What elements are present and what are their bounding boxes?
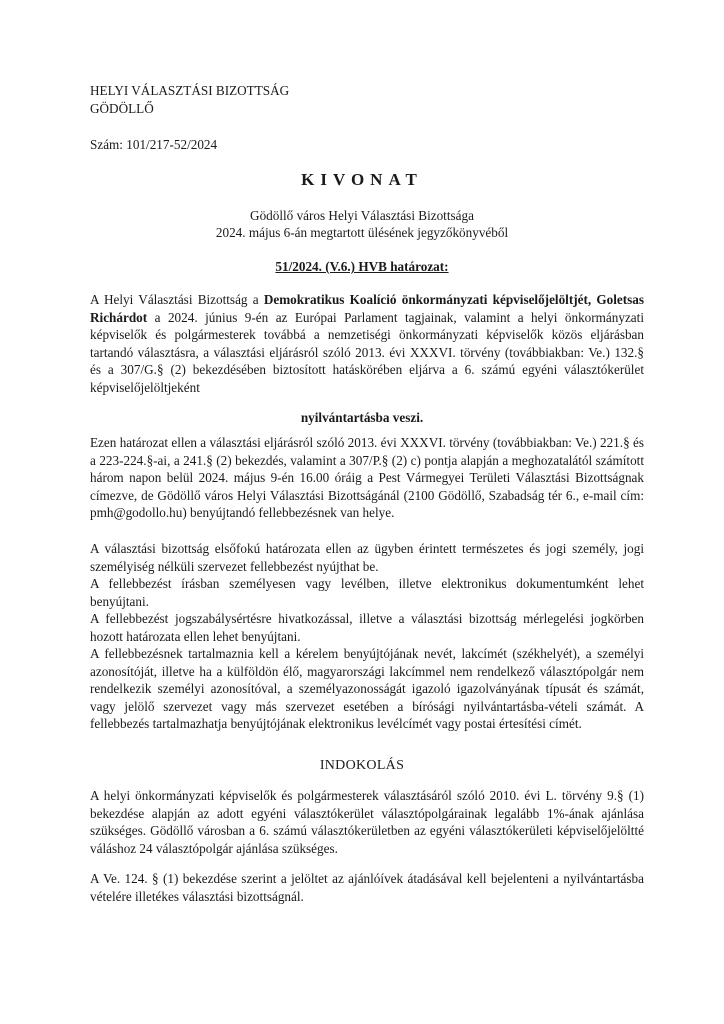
appeal-paragraph-2: A választási bizottság elsőfokú határozata ellen az ügyben érintett természetes és jogi személy, jogi személyiség nélküli szervezet fellebbezést nyújthat be.	[90, 541, 644, 574]
subtitle-line-2: 2024. május 6-án megtartott ülésének jegyzőkönyvéből	[215, 225, 509, 240]
appeal-paragraph-4: A fellebbezést jogszabálysértésre hivatkozással, illetve a választási bizottság mérlegelési jogkörben hozott határozata ellen lehet benyújtani.	[90, 611, 644, 644]
reasoning-paragraph-1: A helyi önkormányzati képviselők és polgármesterek választásáról szóló 2010. évi L. törvény 9.§ (1) bekezdése alapján az adott egyéni választókerület választópolgárainak legalább 1%-ának ajánlása szükséges. Gödöllő városban a 6. számú választókerületben az egyéni választókerületi képviselőjelöltté váláshoz 24 választópolgár ajánlása szükséges.	[90, 788, 644, 856]
town-name: GÖDÖLLŐ	[90, 101, 154, 116]
document-title: KIVONAT	[301, 170, 423, 189]
intro-candidate: Demokratikus Koalíció önkormányzati képviselőjelöltjét, Goletsas Richárdot	[90, 292, 645, 325]
reasoning-paragraph-2: A Ve. 124. § (1) bekezdése szerint a jelöltet az ajánlóívek átadásával kell bejelenteni a nyilvántartásba vételére illetékes választási bizottságnál.	[90, 871, 644, 904]
appeal-paragraph-5: A fellebbezésnek tartalmaznia kell a kérelem benyújtójának nevét, lakcímét (székhelyét), a személyi azonosítóját, illetve ha a külföldön élő, magyarországi lakcímmel nem rendelkező választópolgár nem rendelkezik személyi azonosítóval, a személyazonosságát igazoló igazolványának típusát és számát, vagy jelölő szervezet vagy más szervezet esetében a bírósági nyilvántartásba-vételi számát. A fellebbezés tartalmazhatja benyújtójának elektronikus levélcímét vagy postai értesítési címét.	[90, 646, 644, 732]
committee-name: HELYI VÁLASZTÁSI BIZOTTSÁG	[90, 83, 290, 98]
intro-text-1: A Helyi Választási Bizottság a	[90, 292, 264, 307]
decision-number: 51/2024. (V.6.) HVB határozat:	[275, 259, 449, 274]
register-statement: nyilvántartásba veszi.	[300, 410, 424, 425]
appeal-paragraph-3: A fellebbezést írásban személyesen vagy levélben, illetve elektronikus dokumentumként lehet benyújtani.	[90, 576, 644, 609]
reasoning-heading: INDOKOLÁS	[319, 758, 405, 773]
intro-paragraph	[90, 291, 644, 397]
document-number: Szám: 101/217-52/2024	[90, 137, 218, 152]
appeal-paragraph-1: Ezen határozat ellen a választási eljárásról szóló 2013. évi XXXVI. törvény (továbbiakban: Ve.) 221.§ és a 223-224.§-ai, a 241.§ (2) bekezdés, valamint a 307/P.§ (2) c) pontja alapján a meghozatalától számított három napon belül 2024. május 9-én 16.00 óráig a Pest Vármegyei Területi Választási Bizottságnak címezve, de Gödöllő város Helyi Választási Bizottságánál (2100 Gödöllő, Szabadság tér 6., e-mail cím: pmh@godollo.hu) benyújtandó fellebbezésnek van helye.	[90, 435, 644, 521]
intro-text-2: a 2024. június 9-én az Európai Parlament tagjainak, valamint a helyi önkormányzati képviselők és polgármesterek továbbá a nemzetiségi önkormányzati képviselők közös eljárásban tartandó választásra, a választási eljárásról szóló 2013. évi XXXVI. törvény (továbbiakban: Ve.) 132.§ és a 307/G.§ (2) bekezdésében biztosított hatáskörében eljárva a 6. számú egyéni választókerület képviselőjelöltjeként	[90, 309, 644, 395]
subtitle-line-1: Gödöllő város Helyi Választási Bizottsága	[250, 208, 474, 223]
